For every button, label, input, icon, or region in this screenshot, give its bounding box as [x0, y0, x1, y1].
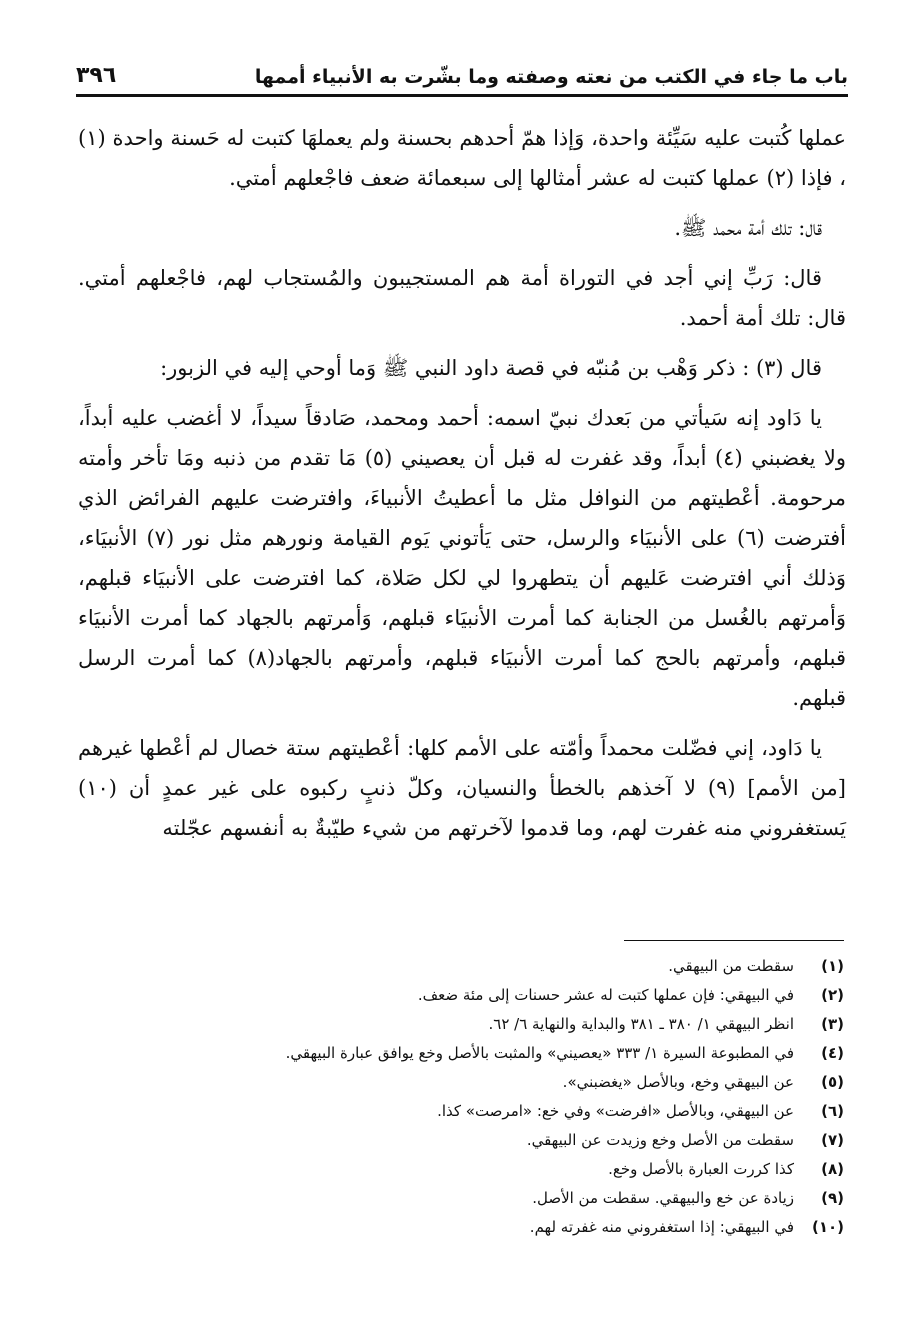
footnote-number: (٦) [821, 1102, 844, 1120]
running-header [76, 48, 848, 97]
footnote-text: سقطت من البيهقي. [668, 957, 794, 975]
footnotes [150, 952, 844, 1242]
main-text [78, 118, 846, 858]
footnote-text: زيادة عن خع والبيهقي. سقطت من الأصل. [532, 1189, 794, 1207]
paragraph: قال: رَبِّ إني أجد في التوراة أمة هم المستجيبون والمُستجاب لهم، فاجْعلهم أمتي. قال: تلك أمة أحمد. [78, 266, 846, 330]
footnote [150, 1155, 844, 1184]
footnote-number: (٥) [821, 1073, 844, 1091]
footnote [150, 1068, 844, 1097]
footnote-text: عن البيهقي، وبالأصل «افرضت» وفي خع: «امرصت» كذا. [437, 1102, 794, 1120]
footnote [150, 1097, 844, 1126]
page-number: ٣٩٦ [76, 63, 117, 88]
footnote-text: في البيهقي: فإن عملها كتبت له عشر حسنات إلى مئة ضعف. [417, 986, 794, 1004]
footnote-text: سقطت من الأصل وخع وزيدت عن البيهقي. [526, 1131, 794, 1149]
footnote [150, 1213, 844, 1242]
footnote-number: (٨) [821, 1160, 844, 1178]
chapter-title: باب ما جاء في الكتب من نعته وصفته وما بشّرت به الأنبياء أممها [254, 66, 848, 88]
paragraph: يا دَاود، إني فضّلت محمداً وأمّته على الأمم كلها: أعْطيتهم ستة خصال لم أعْطها غيرهم [من الأمم] (٩) لا آخذهم بالخطأ والنسيان، وكلّ ذنبٍ ركبوه على غير عمدٍ أن (١٠) يَستغفروني منه غفرت لهم، وما قدموا لآخرتهم من شيء طيّبةٌ به أنفسهم عجّلته [78, 736, 846, 840]
footnote-text: عن البيهقي وخع، وبالأصل «يغضبني». [562, 1073, 794, 1091]
paragraph: قال: تلك أمة محمد ﷺ. [674, 216, 822, 240]
footnote-number: (٤) [821, 1044, 844, 1062]
footnote-text: كذا كررت العبارة بالأصل وخع. [608, 1160, 794, 1178]
footnote-text: في المطبوعة السيرة ١/ ٣٣٣ «يعصيني» والمثبت بالأصل وخع يوافق عبارة البيهقي. [285, 1044, 794, 1062]
paragraph: عملها كُتبت عليه سَيِّئة واحدة، وَإذا همّ أحدهم بحسنة ولم يعملهَا كتبت له حَسنة واحدة (١) ، فإذا (٢) عملها كتبت له عشر أمثالها إلى سبعمائة ضعف فاجْعلهم أمتي. [78, 126, 846, 190]
footnote [150, 981, 844, 1010]
footnote-number: (٢) [821, 986, 844, 1004]
footnote-text: في البيهقي: إذا استغفروني منه غفرته لهم. [529, 1218, 794, 1236]
paragraph: قال (٣) : ذكر وَهْب بن مُنبّه في قصة داود النبي ﷺ وَما أوحي إليه في الزبور: [160, 356, 822, 380]
footnote-number: (١٠) [811, 1218, 844, 1236]
footnote-number: (٣) [821, 1015, 844, 1033]
paragraph: يا دَاود إنه سَيأتي من بَعدك نبيّ اسمه: أحمد ومحمد، صَادقاً سيداً، لا أغضب عليه أبداً، ولا يغضبني (٤) أبداً، وقد غفرت له قبل أن يعصيني (٥) مَا تقدم من ذنبه ومَا تأخر وأمته مرحومة. أعْطيتهم من النوافل مثل ما أعطيتُ الأنبياءَ، وافترضت عليهم الفرائض الذي أفترضت (٦) على الأنبيَاء والرسل، حتى يَأتوني يَوم القيامة ونورهم مثل نور (٧) الأنبيَاء، وَذلك أني افترضت عَليهم أن يتطهروا لي لكل صَلاة، كما افترضت على الأنبيَاء قبلهم، وَأمرتهم بالغُسل من الجنابة كما أمرت الأنبيَاء قبلهم، وَأمرتهم بالجهاد كما أمرت الأنبيَاء قبلهم، وأمرتهم بالحج كما أمرت الأنبيَاء قبلهم، وأمرتهم بالجهاد(٨) كما أمرت الرسل قبلهم. [78, 406, 847, 710]
footnote [150, 1184, 844, 1213]
footnote [150, 1039, 844, 1068]
footnote [150, 1126, 844, 1155]
footnote-number: (٩) [821, 1189, 844, 1207]
footnote-number: (٧) [821, 1131, 844, 1149]
footnote-number: (١) [821, 957, 844, 975]
footnote [150, 1010, 844, 1039]
footnote-separator [624, 940, 844, 941]
footnote-text: انظر البيهقي ١/ ٣٨٠ ـ ٣٨١ والبداية والنهاية ٦/ ٦٢. [488, 1015, 794, 1033]
footnote [150, 952, 844, 981]
